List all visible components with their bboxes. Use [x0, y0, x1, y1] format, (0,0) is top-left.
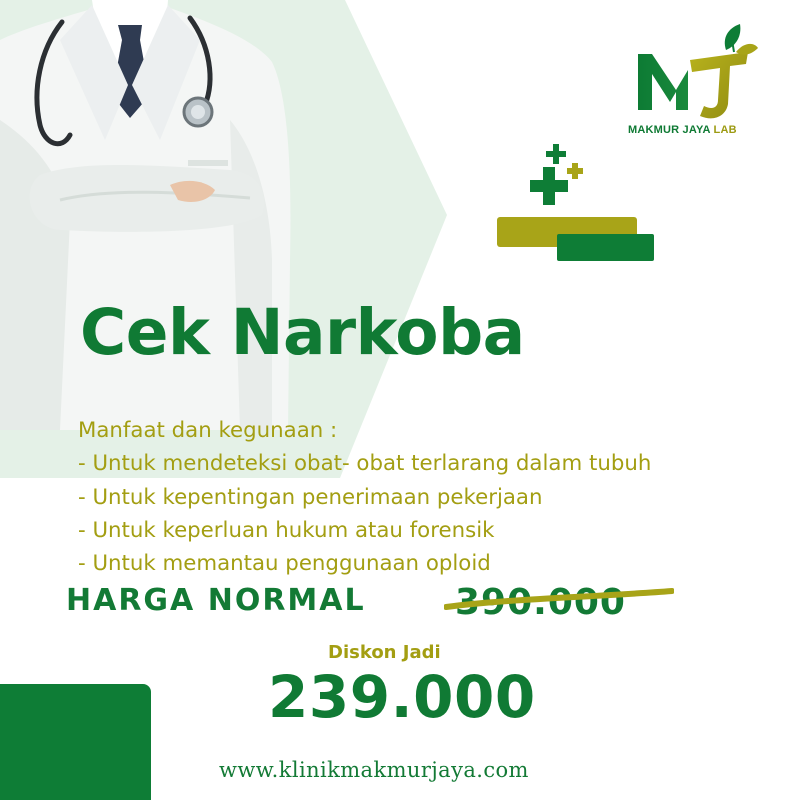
benefits-list [78, 414, 651, 580]
makmur-jaya-logo [630, 12, 760, 142]
decor-bar-green [557, 234, 654, 261]
plus-icon-medium [546, 144, 566, 164]
benefit-item: - Untuk memantau penggunaan oploid [78, 551, 491, 577]
page-title: Cek Narkoba [80, 296, 525, 369]
benefit-item: - Untuk keperluan hukum atau forensik [78, 517, 495, 543]
benefits-heading: Manfaat dan kegunaan : [78, 418, 338, 443]
decor-block-green [0, 684, 151, 800]
normal-price-label: HARGA NORMAL [66, 583, 366, 618]
brand-name [628, 124, 768, 136]
brand-name-main: MAKMUR JAYA [628, 124, 711, 136]
website-link[interactable]: www.klinikmakmurjaya.com [219, 758, 529, 782]
plus-icon-large [530, 167, 568, 205]
price-strikethrough [444, 585, 674, 615]
brand-name-suffix: LAB [713, 124, 737, 136]
benefit-item: - Untuk mendeteksi obat- obat terlarang dalam tubuh [78, 451, 652, 477]
benefit-item: - Untuk kepentingan penerimaan pekerjaan [78, 484, 543, 510]
normal-price-value: 390.000 [455, 582, 626, 623]
discount-price-value: 239.000 [268, 663, 536, 731]
discount-label: Diskon Jadi [328, 642, 441, 663]
plus-icon-small [567, 163, 583, 179]
